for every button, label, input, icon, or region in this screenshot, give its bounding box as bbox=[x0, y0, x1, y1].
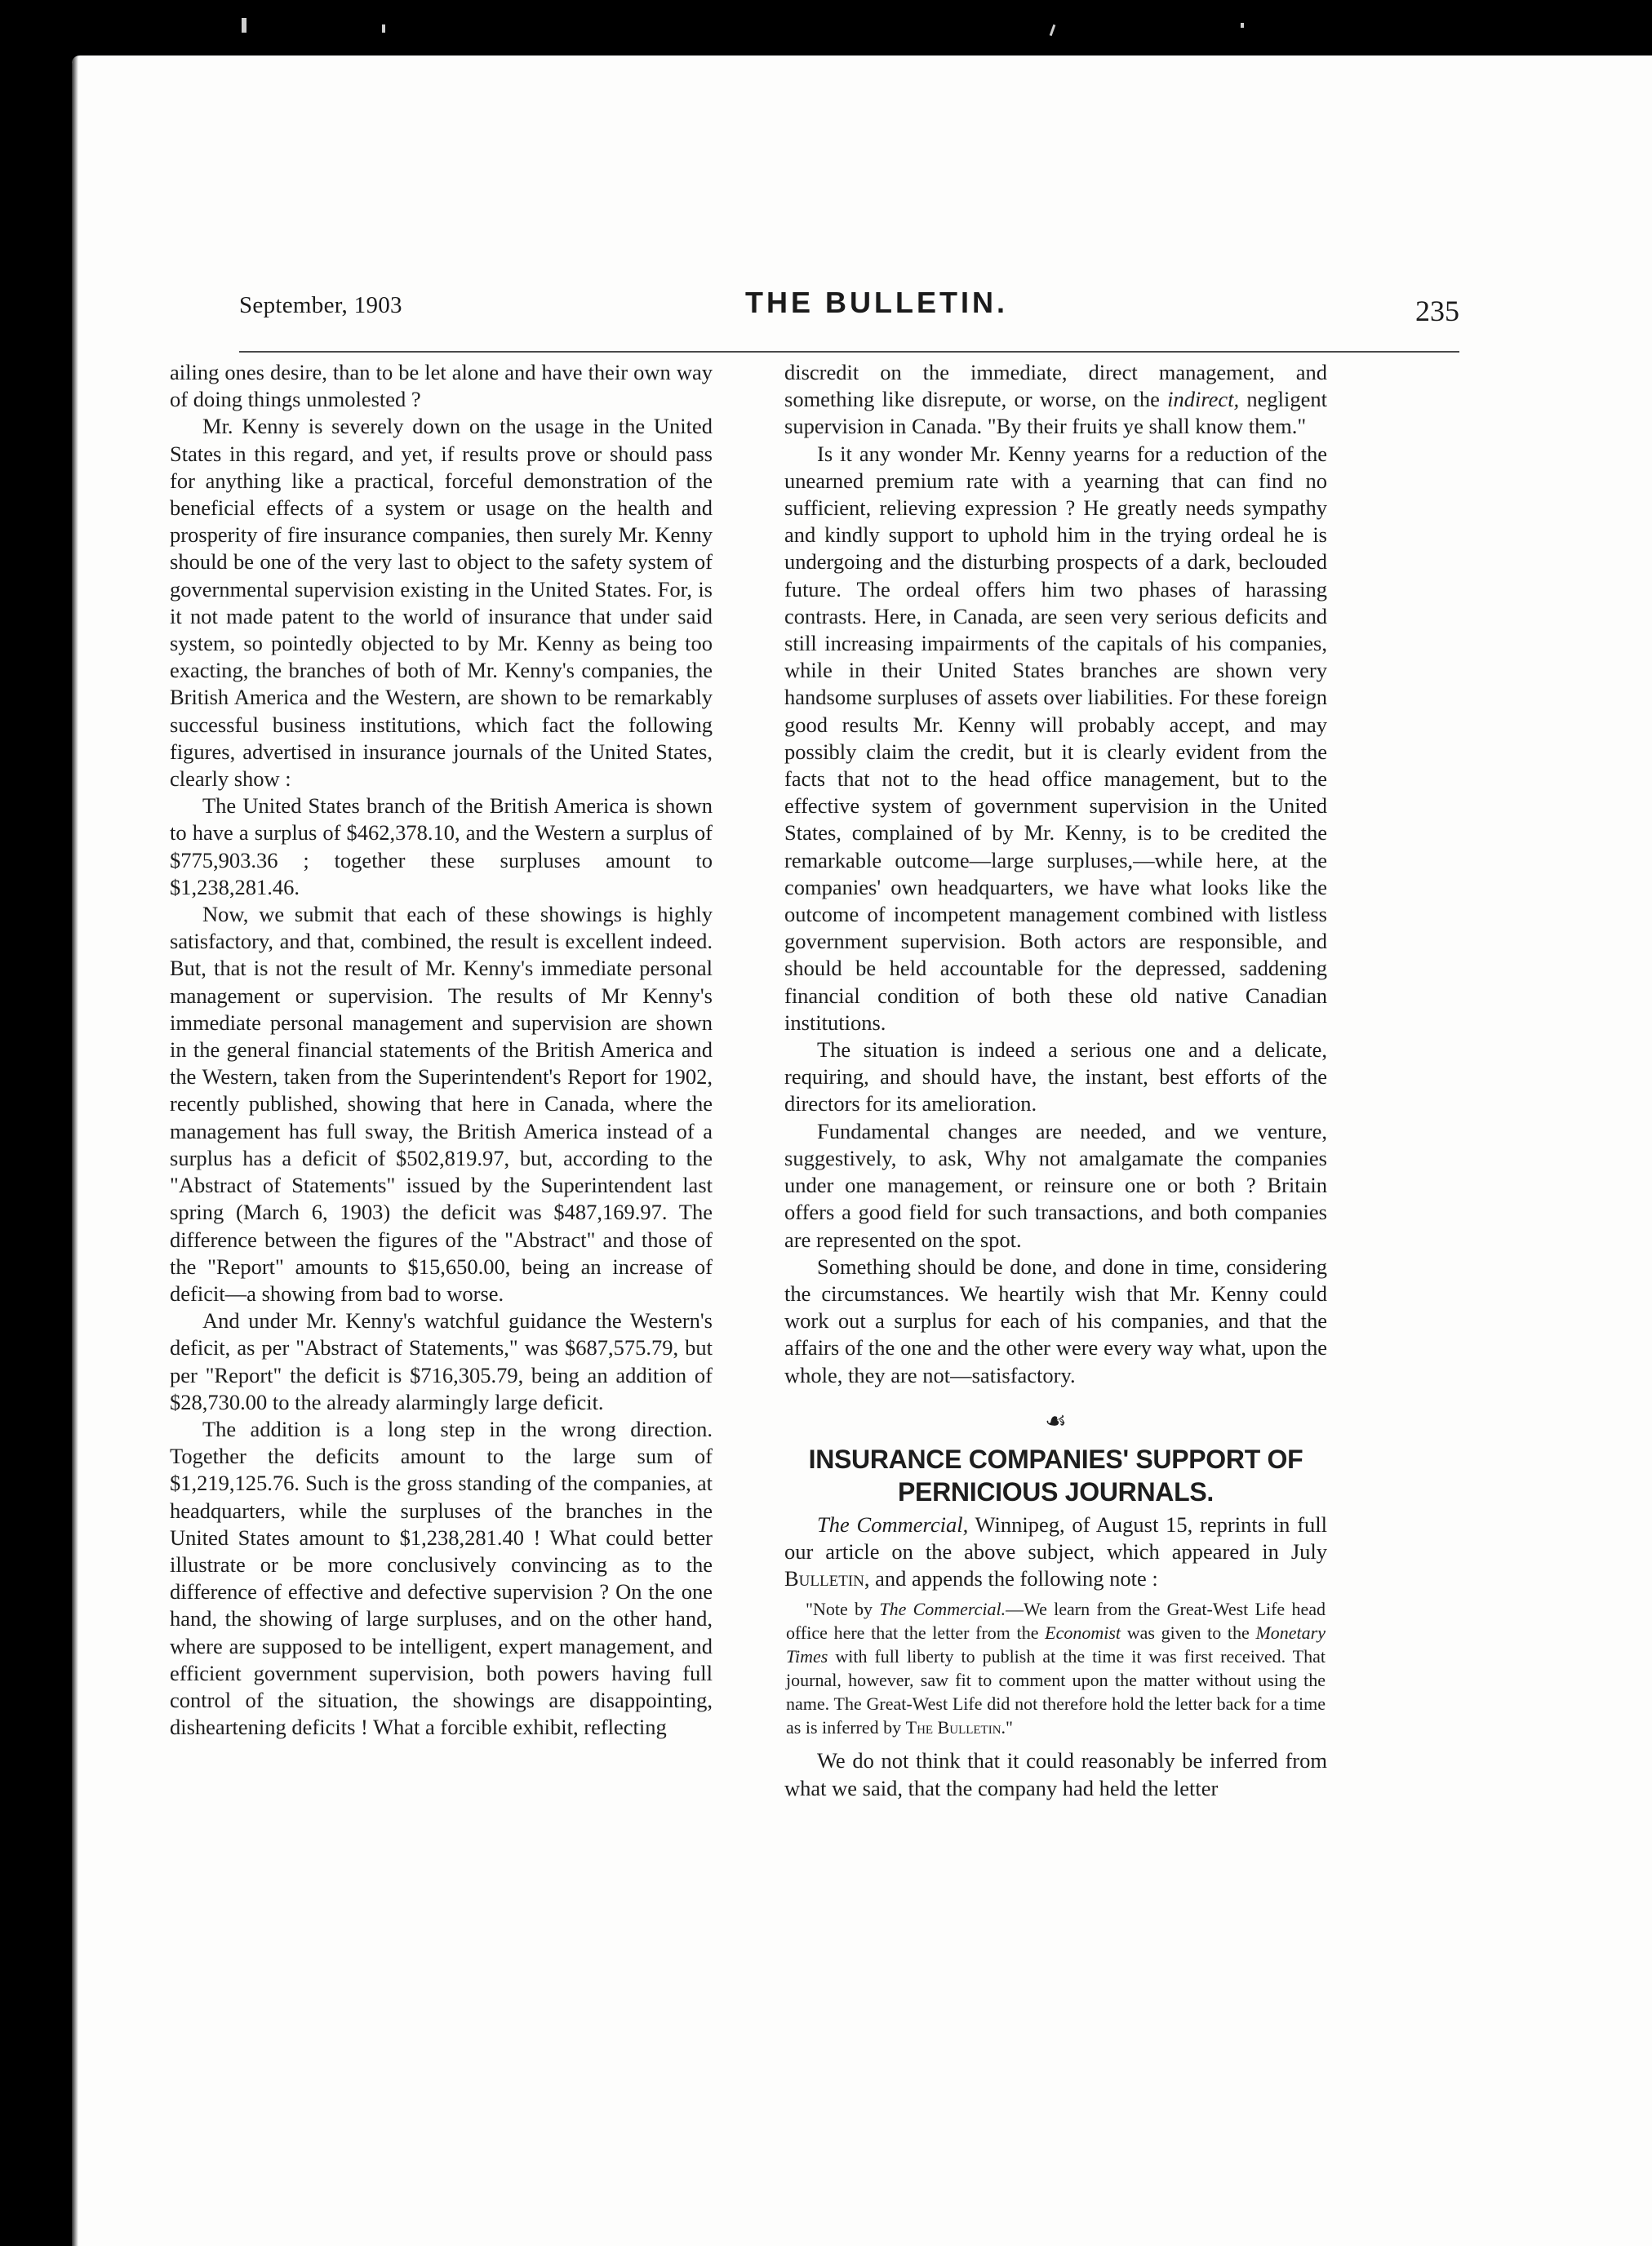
paragraph: Now, we submit that each of these showings is highly satisfactory, and that, combined, the result is excellent indeed. But, that is not the result of Mr. Kenny's immediate personal management or supervision. The results of Mr Kenny's immediate personal management and supervision are shown in the general financial statements of the British America and the Western, taken from the Superintendent's Report for 1902, recently published, showing that here in Canada, where the management has full sway, the British America instead of a surplus has a deficit of $502,819.97, but, according to the "Abstract of Statements" issued by the Superintendent last spring (March 6, 1903) the deficit was $487,169.97. The difference between the figures of the "Abstract" and those of the "Report" amounts to $15,650.00, being an increase of deficit—a showing from bad to worse. bbox=[170, 902, 713, 1306]
small-caps-text: Bulletin bbox=[784, 1566, 864, 1591]
headline-line: PERNICIOUS JOURNALS. bbox=[898, 1476, 1214, 1507]
running-header bbox=[239, 284, 1459, 333]
paragraph: The Commercial, Winnipeg, of August 15, reprints in full our article on the above subject, which appeared in July Bulletin, and appends the following note : bbox=[784, 1511, 1327, 1591]
issue-date: September, 1903 bbox=[239, 292, 402, 318]
left-column bbox=[170, 359, 713, 2228]
paragraph: Mr. Kenny is severely down on the usage in the United States in this regard, and yet, if results prove or should pass for anything like a practical, forceful demonstration of the beneficial effects of a system or usage on the health and prosperity of fire insurance companies, then surely Mr. Kenny should be one of the very last to object to the safety system of governmental supervision existing in the United States. For, is it not made patent to the world of insurance that under said system, so pointedly objected to by Mr. Kenny as being too exacting, the branches of both of Mr. Kenny's companies, the British America and the Western, are shown to be remarkably successful business institutions, which fact the following figures, advertised in insurance journals of the United States, clearly show : bbox=[170, 414, 713, 792]
binding-gutter bbox=[72, 55, 78, 2246]
paragraph: The situation is indeed a serious one and a delicate, requiring, and should have, the instant, best efforts of the directors for its amelioration. bbox=[784, 1037, 1327, 1116]
paragraph: Something should be done, and done in time, considering the circumstances. We heartily wish that Mr. Kenny could work out a surplus for each of his companies, and that the affairs of the one and the other were every way what, upon the whole, they are not—satisfactory. bbox=[784, 1254, 1327, 1387]
right-column bbox=[784, 359, 1327, 2228]
paragraph: ailing ones desire, than to be let alone and have their own way of doing things unmolested ? bbox=[170, 360, 713, 412]
section-ornament-icon: ☙ bbox=[1045, 1407, 1067, 1435]
paragraph: Is it any wonder Mr. Kenny yearns for a reduction of the unearned premium rate with a yearning that can find no sufficient, relieving expression ? He greatly needs sympathy and kindly support to uphold him in the trying ordeal he is undergoing and the disturbing prospects of a dark, beclouded future. The ordeal offers him two phases of harassing contrasts. Here, in Canada, are seen very serious deficits and still increasing impairments of the capitals of his companies, while in their United States branches are shown very handsome surpluses of assets over liabilities. For these foreign good results Mr. Kenny will probably accept, and may possibly claim the credit, but it is clearly evident from the facts that not to the head office management, but to the effective system of government supervision in the United States, complained of by Mr. Kenny, is to be credited the remarkable outcome—large surpluses,—while here, at the companies' own headquarters, we have what looks like the outcome of incompetent management combined with listless government supervision. Both actors are responsible, and should be held accountable for the depressed, saddening financial condition of both these old native Canadian institutions. bbox=[784, 441, 1327, 1035]
scan-speck bbox=[242, 18, 246, 33]
note-text: "Note by The Commercial.—We learn from the Great-West Life head office here that the letter from the Economist was given to the Monetary Times with full liberty to publish at the time it was first received. That journal, however, saw fit to comment upon the matter without using the name. The Great-West Life did not therefore hold the letter back for a time as is inferred by The Bulletin." bbox=[786, 1599, 1326, 1738]
paragraph: Fundamental changes are needed, and we venture, suggestively, to ask, Why not amalgamate the companies under one management, or reinsure one or both ? Britain offers a good field for such transactions, and both companies are represented on the spot. bbox=[784, 1118, 1327, 1252]
quoted-note bbox=[784, 1597, 1327, 1739]
paragraph: And under Mr. Kenny's watchful guidance the Western's deficit, as per "Abstract of Statements," was $687,575.79, but per "Report" the deficit is $716,305.79, being an addition of $28,730.00 to the already alarmingly large deficit. bbox=[170, 1308, 713, 1414]
headline-line: INSURANCE COMPANIES' SUPPORT OF bbox=[808, 1444, 1303, 1474]
scan-speck bbox=[382, 24, 385, 33]
article-headline bbox=[784, 1443, 1327, 1508]
scan-speck bbox=[1050, 24, 1056, 36]
paragraph: The addition is a long step in the wrong direction. Together the deficits amount to the large sum of $1,219,125.76. Such is the gross standing of the companies, at headquarters, while the surpluses of the branches in the United States amount to $1,238,281.40 ! What could better illustrate or be more conclusively convincing as to the difference of effective and defective supervision ? On the one hand, the showing of large surpluses, and on the other hand, where are supposed to be intelligent, expert management, and efficient government supervision, both powers having full control of the situation, the showings are disappointing, disheartening deficits ! What a forcible exhibit, reflecting bbox=[170, 1416, 713, 1740]
scan-speck bbox=[1241, 23, 1244, 28]
italic-text: The Commercial, bbox=[817, 1511, 969, 1537]
document-page bbox=[72, 55, 1652, 2246]
header-rule bbox=[239, 351, 1459, 353]
page-number: 235 bbox=[1415, 295, 1459, 327]
publication-title: THE BULLETIN. bbox=[745, 286, 1008, 319]
paragraph: We do not think that it could reasonably be inferred from what we said, that the company had held the letter bbox=[784, 1748, 1327, 1800]
paragraph: The United States branch of the British America is shown to have a surplus of $462,378.10, and the Western a surplus of $775,903.36 ; together these surpluses amount to $1,238,281.46. bbox=[170, 793, 713, 899]
italic-text: indirect, bbox=[1167, 387, 1240, 412]
paragraph: discredit on the immediate, direct management, and something like disrepute, or worse, on the indirect, negligent supervision in Canada. "By their fruits ye shall know them." bbox=[784, 360, 1327, 439]
